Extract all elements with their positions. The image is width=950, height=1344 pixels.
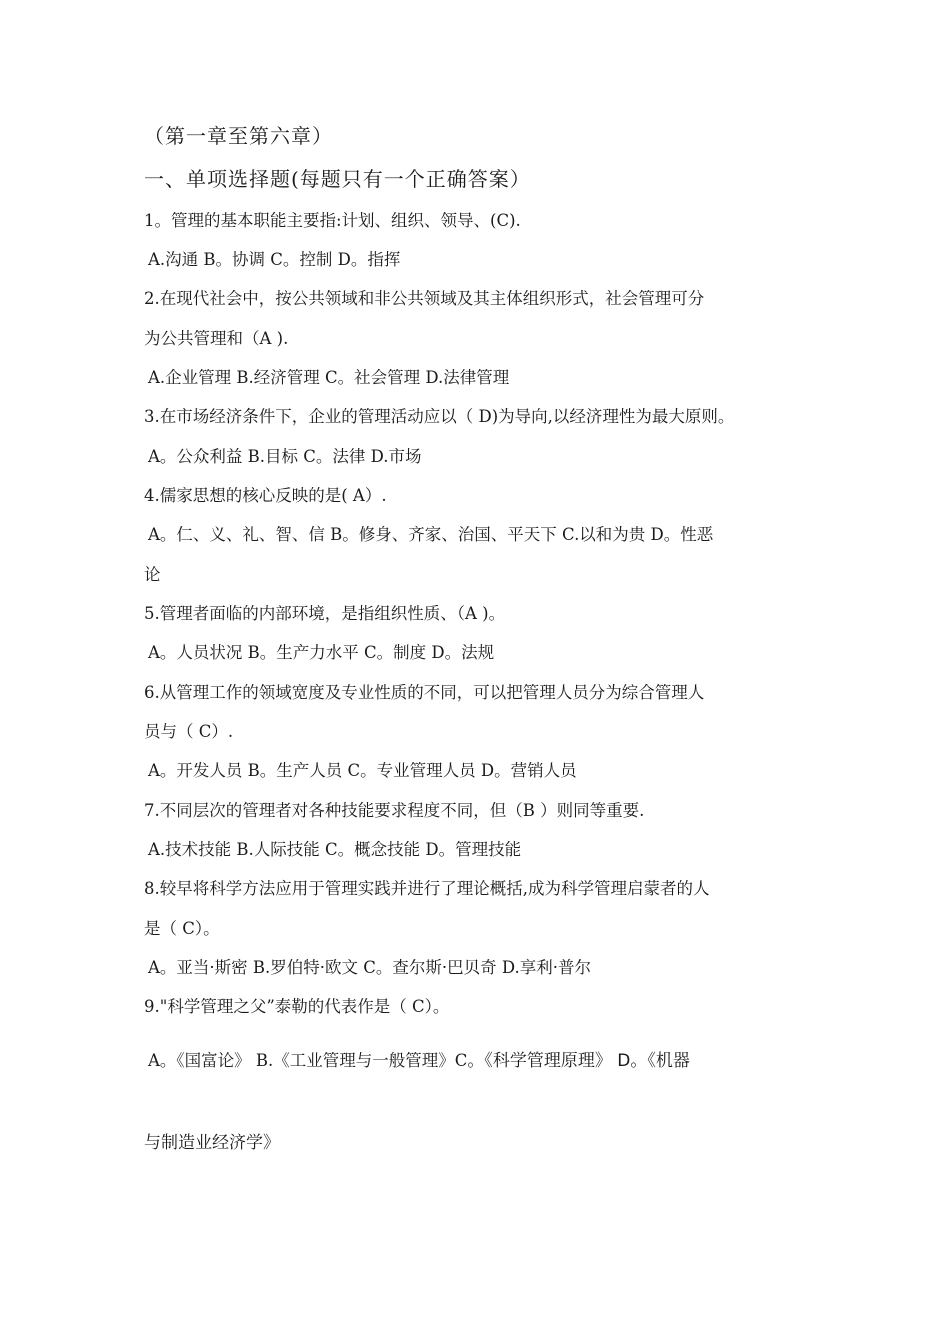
question-8-stem: 8.较早将科学方法应用于管理实践并进行了理论概括,成为科学管理启蒙者的人: [144, 879, 710, 898]
question-9-options-part1: A。《国富论》 B.《工业管理与一般管理》C: [148, 1051, 468, 1070]
question-3-options: A。公众利益 B.目标 C。法律 D.市场: [148, 447, 422, 466]
question-6-stem-cont: 员与（ C）.: [144, 722, 234, 741]
question-4-options: A。仁、义、礼、智、信 B。修身、齐家、治国、平天下 C.以和为贵 D。性恶: [148, 525, 714, 544]
question-2-stem: 2.在现代社会中，按公共领域和非公共领域及其主体组织形式，社会管理可分: [144, 289, 705, 308]
question-8-options: A。亚当·斯密 B.罗伯特·欧文 C。查尔斯·巴贝奇 D.享利·普尔: [148, 958, 592, 977]
question-9-options-cont: 与制造业经济学》: [144, 1133, 280, 1153]
question-8-stem-cont: 是（ C）。: [144, 919, 220, 938]
question-5-options: A。人员状况 B。生产力水平 C。制度 D。法规: [148, 643, 495, 662]
chapter-title: （第一章至第六章）: [144, 124, 333, 148]
question-9-options-part2: 。《科学管理原理》 D。《机器: [467, 1051, 690, 1071]
question-6-stem: 6.从管理工作的领域宽度及专业性质的不同，可以把管理人员分为综合管理人: [144, 683, 705, 702]
section-title: 一、单项选择题(每题只有一个正确答案）: [144, 167, 531, 191]
question-1-options: A.沟通 B。协调 C。控制 D。指挥: [148, 250, 401, 269]
question-1-stem: 1。管理的基本职能主要指:计划、组织、领导、(C).: [144, 211, 521, 230]
question-2-stem-cont: 为公共管理和（A ).: [144, 329, 289, 348]
question-9-options: [148, 1046, 690, 1071]
question-9-stem: 9."科学管理之父”泰勒的代表作是（ C）。: [144, 997, 450, 1016]
question-2-options: A.企业管理 B.经济管理 C。社会管理 D.法律管理: [148, 368, 510, 387]
question-3-stem: 3.在市场经济条件下，企业的管理活动应以（ D)为导向,以经济理性为最大原则。: [144, 407, 735, 426]
question-5-stem: 5.管理者面临的内部环境，是指组织性质、（A )。: [144, 604, 506, 623]
question-7-stem: 7.不同层次的管理者对各种技能要求程度不同，但（B ）则同等重要.: [144, 801, 645, 820]
question-6-options: A。开发人员 B。生产人员 C。专业管理人员 D。营销人员: [148, 761, 577, 780]
question-4-options-cont: 论: [144, 565, 161, 584]
question-7-options: A.技术技能 B.人际技能 C。概念技能 D。管理技能: [148, 840, 522, 859]
question-4-stem: 4.儒家思想的核心反映的是( A）.: [144, 486, 387, 505]
